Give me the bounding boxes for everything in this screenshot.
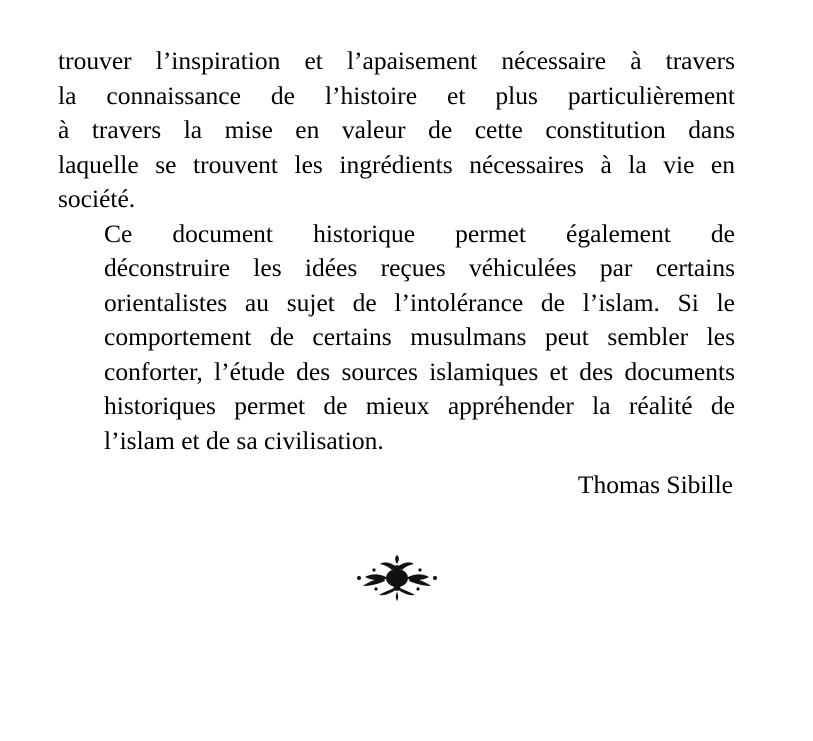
paragraph-2 [58,217,735,459]
text-line: comportement de certains musulmans peut sembler les [104,322,735,351]
text-line: l’islam et de sa civilisation. [104,425,384,455]
floral-ornament-icon [354,555,440,601]
ornament-container [58,555,735,615]
author-signature: Thomas Sibille [577,470,733,499]
text-line: historiques permet de mieux appréhender la réalité de [104,391,735,420]
text-line: Ce document historique permet également de [104,218,735,248]
text-line: déconstruire les idées reçues véhiculées par certains [104,253,735,282]
text-line: trouver l’inspiration et l’apaisement nécessaire à travers [58,46,735,75]
text-line: conforter, l’étude des sources islamiques et des documents [104,356,735,386]
text-line: société. [58,184,136,213]
paragraph-1 [58,44,735,217]
body-text [58,44,735,503]
text-line: la connaissance de l’histoire et plus particulièrement [58,80,735,110]
text-line: orientalistes au sujet de l’intolérance de l’islam. Si le [104,287,735,317]
text-line: à travers la mise en valeur de cette constitution dans [58,115,735,144]
text-line: laquelle se trouvent les ingrédients nécessaires à la vie en [58,149,735,179]
